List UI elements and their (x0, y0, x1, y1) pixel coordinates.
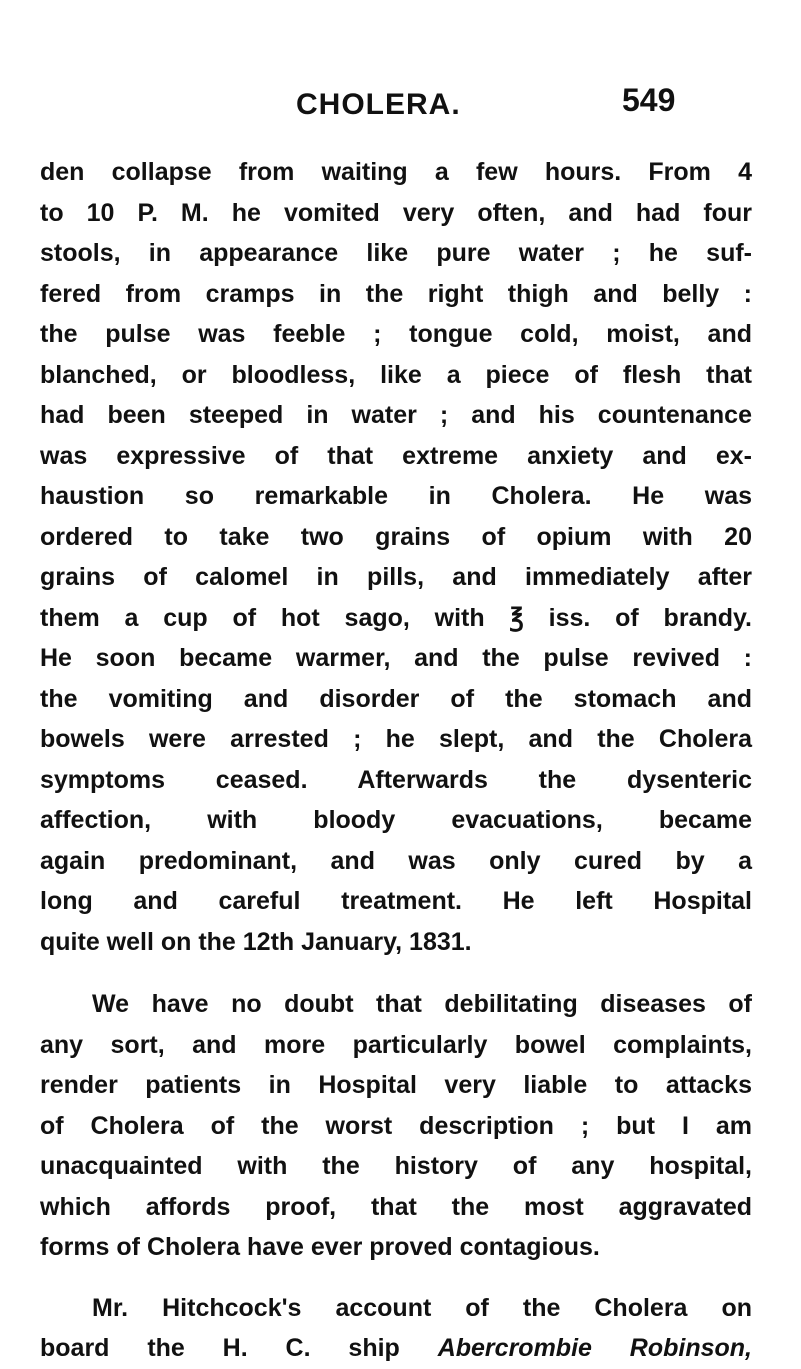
text-line: forms of Cholera have ever proved contagious. (40, 1233, 600, 1261)
paragraph-gap (40, 962, 752, 984)
text-line: any sort, and more particularly bowel complaints, (40, 1030, 752, 1059)
ship-name: Abercrombie Robinson, (437, 1334, 752, 1362)
text-line: ordered to take two grains of opium with 20 (40, 522, 752, 551)
text-line: grains of calomel in pills, and immediately after (40, 563, 752, 591)
text-line: which affords proof, that the most aggravated (40, 1192, 752, 1221)
running-title: CHOLERA. (296, 88, 461, 121)
page-header (0, 82, 801, 132)
text-line: We have no doubt that debilitating diseases of (92, 990, 752, 1018)
text-line: Mr. Hitchcock's account of the Cholera on (92, 1293, 752, 1322)
text-line: render patients in Hospital very liable to attacks (40, 1071, 752, 1099)
text-line: blanched, or bloodless, like a piece of flesh that (40, 360, 752, 389)
text-line: again predominant, and was only cured by a (40, 846, 752, 875)
text-line-final (40, 1328, 752, 1369)
text-line: quite well on the 12th January, 1831. (40, 927, 472, 956)
text-line: long and careful treatment. He left Hospital (40, 887, 752, 915)
text-line: haustion so remarkable in Cholera. He was (40, 482, 752, 510)
text-line: bowels were arrested ; he slept, and the Cholera (40, 725, 752, 753)
page-number: 549 (622, 82, 676, 118)
text-line: He soon became warmer, and the pulse revived : (40, 644, 752, 672)
paragraph-2 (40, 984, 752, 1268)
paragraph-1 (40, 152, 752, 962)
text-line: the pulse was feeble ; tongue cold, moist, and (40, 320, 752, 348)
text-line: of Cholera of the worst description ; but I am (40, 1111, 752, 1140)
text-line: den collapse from waiting a few hours. From 4 (40, 158, 752, 186)
text-line: was expressive of that extreme anxiety and ex- (40, 441, 752, 470)
text-line: affection, with bloody evacuations, became (40, 806, 752, 834)
text-line: fered from cramps in the right thigh and belly : (40, 279, 752, 308)
text-line: symptoms ceased. Afterwards the dysenteric (40, 765, 752, 794)
text-line: the vomiting and disorder of the stomach and (40, 684, 752, 713)
text-line: stools, in appearance like pure water ; he suf- (40, 239, 752, 267)
text-line: to 10 P. M. he vomited very often, and had four (40, 198, 752, 227)
text-line: had been steeped in water ; and his countenance (40, 401, 752, 429)
text-line-prefix: board the H. C. ship (40, 1334, 438, 1362)
text-line: them a cup of hot sago, with ℥ iss. of brandy. (40, 603, 752, 632)
paragraph-gap (40, 1268, 752, 1288)
body-text (40, 152, 752, 1369)
text-line: unacquainted with the history of any hospital, (40, 1152, 752, 1180)
paragraph-3 (40, 1288, 752, 1369)
